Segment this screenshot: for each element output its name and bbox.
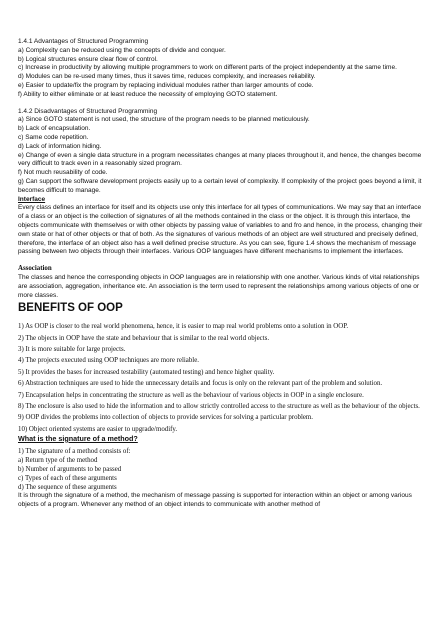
- paragraph: Every class defines an interface for itself and its objects use only this interface for all types of communications. We may say that an interface of a class or an object is the collection of signatures of all the methods contained in the class or the object. It is through this interface, the objects communicate with themselves or with other objects by passing value of variables to and fro and hence, in the process, changing their own state or hat of other objects or that of both. As the signatures of various methods of an object are well structured and precisely defined, therefore, the interface of an object also has a well defined precise structure. As you can see, figure 1.4 shows the mechanism of message passing between two objects through their interfaces. Various OOP languages have different mechanisms to implement the interfaces.: [18, 204, 423, 256]
- list-intro: 1) The signature of a method consists of:: [18, 448, 131, 456]
- section-interface: [18, 196, 428, 258]
- section-benefits: [18, 301, 428, 434]
- section-disadvantages: [18, 108, 428, 196]
- section-heading: 1.4.2 Disadvantages of Structured Programming: [18, 107, 158, 115]
- list-item: c) Types of each of these arguments: [18, 474, 117, 482]
- list-item: 4) The projects executed using OOP techniques are more reliable.: [18, 357, 200, 365]
- section-title: BENEFITS OF OOP: [18, 302, 123, 315]
- list-item: 2) The objects in OOP have the state and behaviour that is similar to the real world objects.: [18, 334, 270, 342]
- section-signature: [18, 435, 428, 444]
- list-item: b) Lack of encapsulation.: [18, 125, 91, 133]
- list-item: 9) OOP divides the problems into collection of objects to provide services for solving a particular problem.: [18, 414, 314, 422]
- paragraph: The classes and hence the corresponding objects in OOP languages are in relationship with one another. Various kinds of vital relationships are association, aggregation, inheritance etc. An association is the term used to represent the relationships among various objects of one or more classes.: [18, 273, 420, 299]
- list-item: g) Can support the software development projects easily up to a certain level of complexity. If complexity of the project goes beyond a limit, it becomes difficult to manage.: [18, 177, 422, 194]
- list-item: 8) The enclosure is also used to hide the information and to allow strictly controlled access to the structure as well as the behaviour of the objects.: [18, 403, 420, 411]
- paragraph: It is through the signature of a method, the mechanism of message passing is supported for interaction within an object or among various objects of a program. Whenever any method of an object intends to communicate with another method of: [18, 492, 412, 509]
- list-item: 6) Abstraction techniques are used to hide the unnecessary details and focus is only on the relevant part of the problem and solution.: [18, 380, 383, 388]
- list-item: d) The sequence of these arguments: [18, 483, 117, 491]
- list-item: a) Complexity can be reduced using the concepts of divide and conquer.: [18, 46, 226, 54]
- section-heading: 1.4.1 Advantages of Structured Programming: [18, 38, 149, 45]
- association-body: [18, 274, 428, 300]
- list-item: f) Ability to either eliminate or at least reduce the necessity of employing GOTO statement.: [18, 90, 278, 98]
- list-item: 5) It provides the bases for increased testability (automated testing) and hence higher quality.: [18, 368, 275, 376]
- list-item: 1) As OOP is closer to the real world phenomena, hence, it is easier to map real world problems onto a solution in OOP.: [18, 323, 349, 331]
- list-item: f) Not much reusability of code.: [18, 169, 108, 177]
- list-item: e) Easier to update/fix the program by replacing individual modules rather than larger amounts of code.: [18, 81, 314, 89]
- signature-body: [18, 492, 428, 510]
- list-item: 7) Encapsulation helps in concentrating the structure as well as the behaviour of various objects in OOP in a single enclosure.: [18, 391, 364, 399]
- section-advantages: [18, 38, 428, 100]
- document-page: [18, 38, 428, 510]
- section-association: [18, 265, 428, 274]
- section-heading: What is the signature of a method?: [18, 433, 138, 443]
- section-heading: Association: [18, 265, 52, 273]
- list-item: b) Number of arguments to be passed: [18, 466, 122, 474]
- list-item: c) Same code repetition.: [18, 133, 89, 141]
- list-item: a) Since GOTO statement is not used, the structure of the program needs to be planned meticulously.: [18, 116, 310, 124]
- list-item: c) Increase in productivity by allowing multiple programmers to work on different parts of the project independently at the same time.: [18, 64, 397, 72]
- list-item: d) Modules can be re-used many times, thus it saves time, reduces complexity, and increases reliability.: [18, 73, 316, 81]
- list-item: b) Logical structures ensure clear flow of control.: [18, 55, 158, 63]
- signature-list: [18, 448, 428, 492]
- list-item: d) Lack of information hiding.: [18, 142, 102, 150]
- list-item: 10) Object oriented systems are easier to upgrade/modify.: [18, 425, 178, 433]
- list-item: a) Return type of the method: [18, 457, 98, 465]
- list-item: 3) It is more suitable for large projects.: [18, 346, 126, 354]
- section-heading: Interface: [18, 195, 46, 203]
- list-item: e) Change of even a single data structure in a program necessitates changes at many places throughout it, and hence, the changes become very difficult to track even in a reasonably sized program.: [18, 151, 422, 168]
